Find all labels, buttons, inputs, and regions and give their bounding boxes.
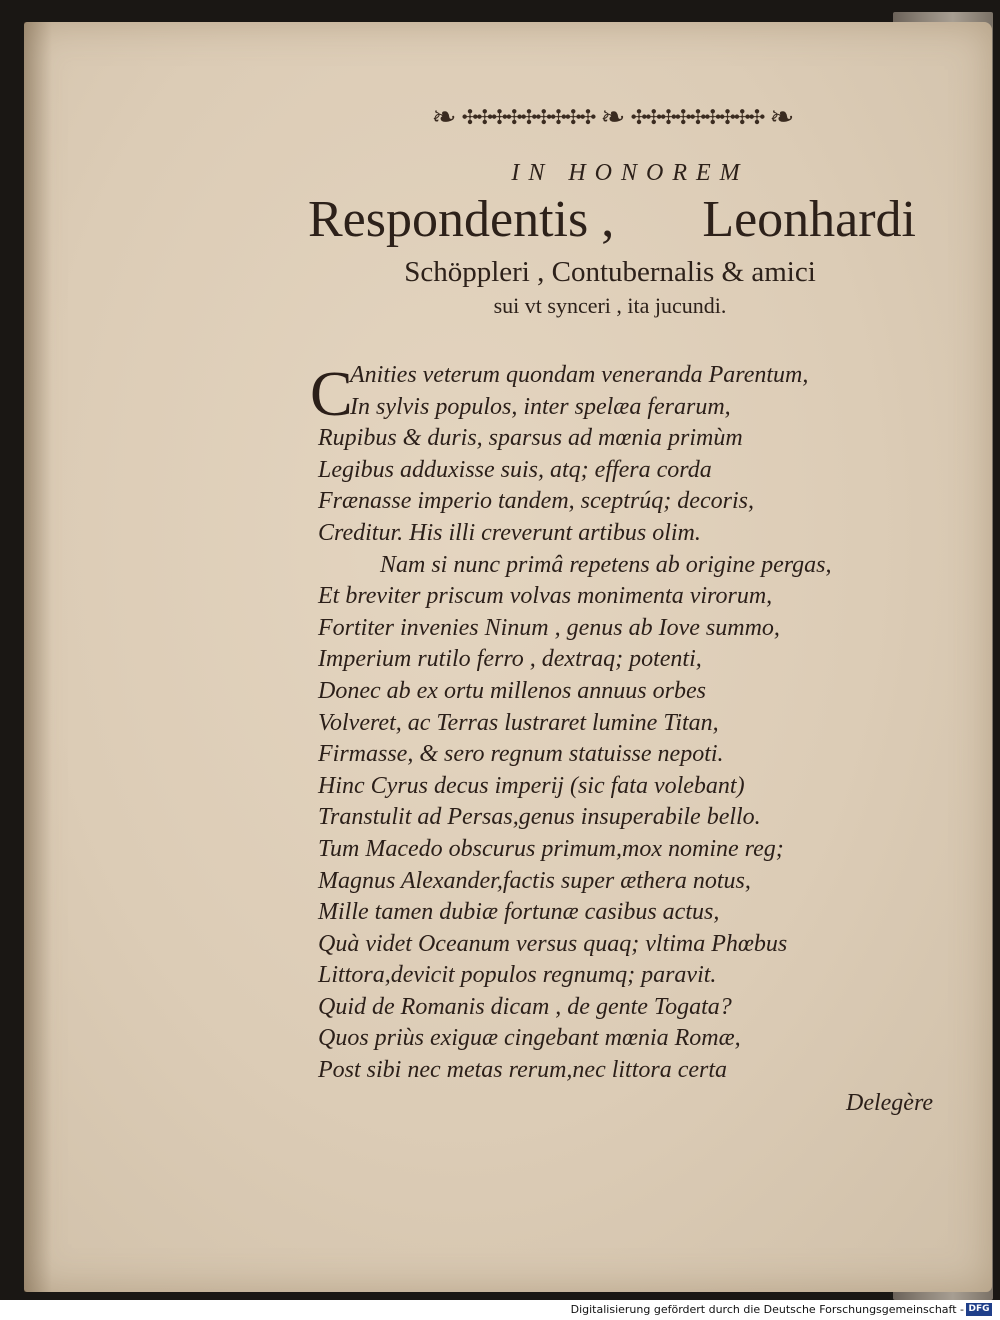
poem-line: Donec ab ex ortu millenos annuus orbes (318, 677, 706, 704)
heading-line-4: sui vt synceri , ita jucundi. (493, 293, 727, 318)
poem-line: Transtulit ad Persas,genus insuperabile bello. (318, 804, 761, 831)
poem-body (318, 360, 938, 1087)
poem-line: Hinc Cyrus decus imperij (sic fata volebant) (318, 772, 745, 799)
poem-line: Rupibus & duris, sparsus ad mœnia primùm (318, 425, 743, 452)
poem-line: Post sibi nec metas rerum,nec littora certa (318, 1057, 728, 1084)
poem-line: Quid de Romanis dicam , de gente Togata? (318, 993, 732, 1020)
poem-line: Imperium rutilo ferro , dextraq; potenti, (318, 646, 702, 673)
poem-line: Firmasse, & sero regnum statuisse nepoti. (318, 741, 724, 768)
ornament-band-right: ✣✣✣✣✣✣✣✣✣ (630, 105, 764, 129)
heading-line-2 (300, 189, 920, 251)
page-gutter-shadow (24, 22, 52, 1292)
poem-line: Quos priùs exiguæ cingebant mœnia Romæ, (318, 1025, 741, 1052)
poem-line: Quà videt Oceanum versus quaq; vltima Phœbus (318, 930, 788, 957)
fleuron-right-icon: ❧ (769, 100, 794, 134)
ornament-band-left: ✣✣✣✣✣✣✣✣✣ (461, 105, 595, 129)
poem-line: Nam si nunc primâ repetens ab origine pergas, (380, 551, 832, 578)
heading-respondentis: Respondentis , (308, 191, 615, 248)
fleuron-left-icon: ❧ (431, 100, 456, 134)
heading-line-1: IN HONOREM (511, 160, 749, 186)
poem-line: Fortiter invenies Ninum , genus ab Iove summo, (318, 614, 780, 641)
poem-line: Et breviter priscum volvas monimenta virorum, (318, 583, 773, 610)
digitization-footer (0, 1300, 1000, 1320)
fleuron-center-icon: ❧ (600, 100, 625, 134)
heading-line-3: Schöppleri , Contubernalis & amici (404, 256, 816, 288)
heading-leonhardi: Leonhardi (702, 191, 916, 248)
dfg-logo: DFG (966, 1303, 992, 1316)
catchword: Delegère (846, 1090, 934, 1116)
poem-line: Mille tamen dubiæ fortunæ casibus actus, (318, 899, 720, 926)
poem-line: Volveret, ac Terras lustraret lumine Titan, (318, 709, 719, 736)
drop-capital: C (310, 358, 353, 429)
poem-line: Creditur. His illi creverunt artibus olim. (318, 519, 701, 546)
poem-line: Littora,devicit populos regnumq; paravit. (318, 962, 717, 989)
header-ornament (410, 98, 815, 136)
poem-line: In sylvis populos, inter spelæa ferarum, (350, 393, 731, 420)
poem-line: Frænasse imperio tandem, sceptrúq; decoris, (318, 488, 754, 515)
poem-line: Magnus Alexander,factis super æthera notus, (318, 867, 751, 894)
dedication-heading (300, 160, 920, 321)
funding-notice: Digitalisierung gefördert durch die Deutsche Forschungsgemeinschaft - (570, 1303, 964, 1316)
poem-line: Legibus adduxisse suis, atq; effera corda (318, 456, 712, 483)
poem-line: Tum Macedo obscurus primum,mox nomine reg; (318, 835, 784, 862)
poem-line: Anities veterum quondam veneranda Parentum, (350, 362, 809, 388)
